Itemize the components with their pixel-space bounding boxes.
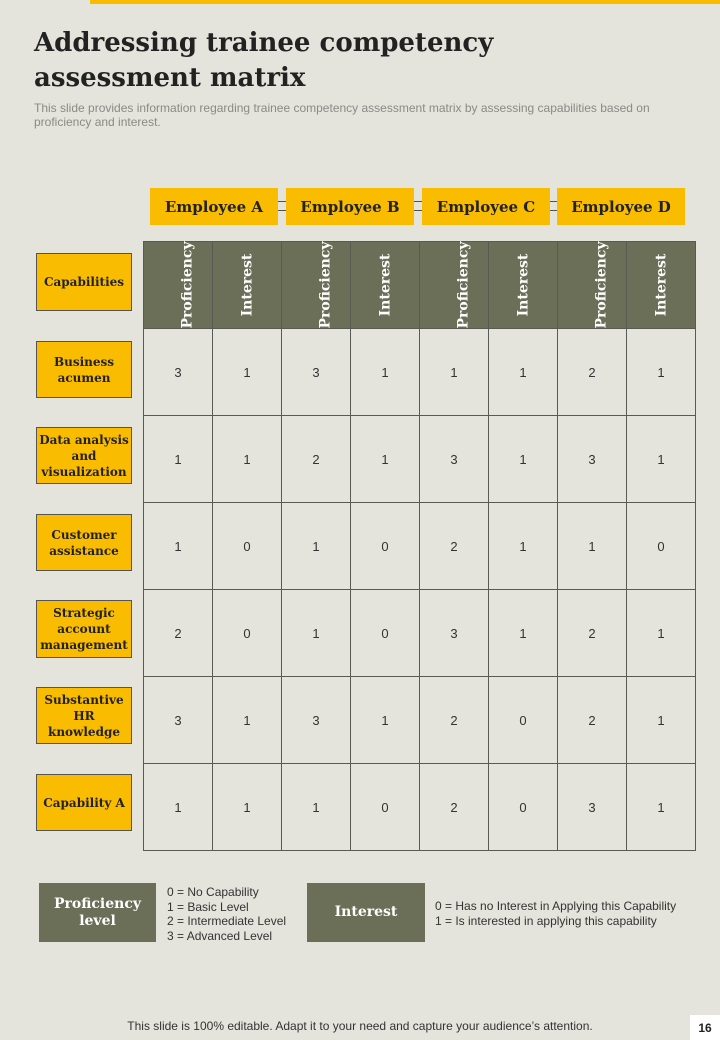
- employee-d-header: Employee D: [557, 188, 685, 225]
- table-cell: 3: [420, 416, 489, 503]
- interest-legend-list: [435, 899, 676, 928]
- row-label-strategic-account: Strategic account management: [36, 600, 132, 658]
- employee-c-header: Employee C: [422, 188, 550, 225]
- table-row: [144, 503, 696, 590]
- table-cell: 2: [420, 677, 489, 764]
- header-connector: [414, 201, 422, 211]
- table-cell: 0: [489, 764, 558, 851]
- column-header: Proficiency: [420, 242, 489, 329]
- top-accent-bar: [90, 0, 720, 4]
- table-row: [144, 764, 696, 851]
- legend-item: 0 = Has no Interest in Applying this Capability: [435, 899, 677, 913]
- table-cell: 1: [351, 416, 420, 503]
- footer-note: This slide is 100% editable. Adapt it to your need and capture your audience’s attention.: [127, 1019, 593, 1033]
- competency-matrix-table: [143, 241, 696, 851]
- row-label-customer-assistance: Customer assistance: [36, 514, 132, 571]
- column-header-row: [144, 242, 696, 329]
- table-cell: 1: [213, 677, 282, 764]
- table-cell: 1: [144, 416, 213, 503]
- table-cell: 1: [282, 503, 351, 590]
- column-header: Interest: [213, 242, 282, 329]
- table-cell: 3: [558, 416, 627, 503]
- table-cell: 0: [213, 590, 282, 677]
- table-cell: 3: [282, 329, 351, 416]
- table-cell: 0: [351, 590, 420, 677]
- table-row: [144, 590, 696, 677]
- table-cell: 1: [627, 677, 696, 764]
- column-header: Proficiency: [558, 242, 627, 329]
- table-row: [144, 677, 696, 764]
- table-cell: 1: [627, 590, 696, 677]
- table-cell: 0: [351, 764, 420, 851]
- table-cell: 0: [489, 677, 558, 764]
- column-header: Proficiency: [144, 242, 213, 329]
- legend-item: 3 = Advanced Level: [167, 928, 273, 943]
- page-number: 16: [690, 1015, 720, 1040]
- header-connector: [278, 201, 286, 211]
- table-cell: 1: [627, 764, 696, 851]
- employee-a-header: Employee A: [150, 188, 278, 225]
- interest-legend-title: Interest: [307, 883, 425, 942]
- capabilities-label: Capabilities: [36, 253, 132, 311]
- table-cell: 1: [351, 677, 420, 764]
- table-cell: 1: [558, 503, 627, 590]
- row-label-capability-a: Capability A: [36, 774, 132, 831]
- row-label-substantive-hr: Substantive HR knowledge: [36, 687, 132, 744]
- table-cell: 1: [351, 329, 420, 416]
- table-cell: 1: [144, 503, 213, 590]
- table-cell: 1: [627, 416, 696, 503]
- column-header: Interest: [627, 242, 696, 329]
- column-header: Interest: [351, 242, 420, 329]
- table-row: [144, 416, 696, 503]
- table-cell: 2: [558, 590, 627, 677]
- proficiency-legend-title: Proficiency level: [39, 883, 156, 942]
- column-header: Interest: [489, 242, 558, 329]
- employee-b-header: Employee B: [286, 188, 414, 225]
- table-cell: 1: [489, 416, 558, 503]
- table-cell: 2: [144, 590, 213, 677]
- table-cell: 3: [420, 590, 489, 677]
- row-label-data-analysis: Data analysis and visualization: [36, 427, 132, 484]
- table-cell: 1: [627, 329, 696, 416]
- column-header: Proficiency: [282, 242, 351, 329]
- legend-item: 1 = Basic Level: [167, 899, 249, 914]
- table-cell: 1: [420, 329, 489, 416]
- legend-item: 2 = Intermediate Level: [167, 914, 287, 928]
- row-label-business-acumen: Business acumen: [36, 341, 132, 398]
- table-cell: 0: [213, 503, 282, 590]
- table-cell: 3: [144, 329, 213, 416]
- table-cell: 1: [213, 329, 282, 416]
- page-subtitle: This slide provides information regarding trainee competency assessment matrix by assessing capabilities based on proficiency and interest.: [34, 101, 650, 129]
- table-cell: 3: [558, 764, 627, 851]
- legend-item: 1 = Is interested in applying this capability: [435, 913, 657, 928]
- table-cell: 2: [420, 503, 489, 590]
- proficiency-legend-list: [167, 885, 286, 943]
- table-cell: 1: [144, 764, 213, 851]
- table-cell: 2: [282, 416, 351, 503]
- table-cell: 1: [213, 764, 282, 851]
- table-cell: 1: [213, 416, 282, 503]
- page-title: Addressing trainee competency assessment matrix: [34, 28, 494, 93]
- table-cell: 1: [489, 329, 558, 416]
- table-cell: 2: [420, 764, 489, 851]
- table-cell: 3: [144, 677, 213, 764]
- table-cell: 0: [627, 503, 696, 590]
- table-cell: 0: [351, 503, 420, 590]
- table-cell: 1: [282, 764, 351, 851]
- table-cell: 1: [282, 590, 351, 677]
- table-cell: 1: [489, 590, 558, 677]
- table-cell: 3: [282, 677, 351, 764]
- table-cell: 2: [558, 677, 627, 764]
- legend-item: 0 = No Capability: [167, 885, 259, 899]
- table-cell: 2: [558, 329, 627, 416]
- table-cell: 1: [489, 503, 558, 590]
- table-row: [144, 329, 696, 416]
